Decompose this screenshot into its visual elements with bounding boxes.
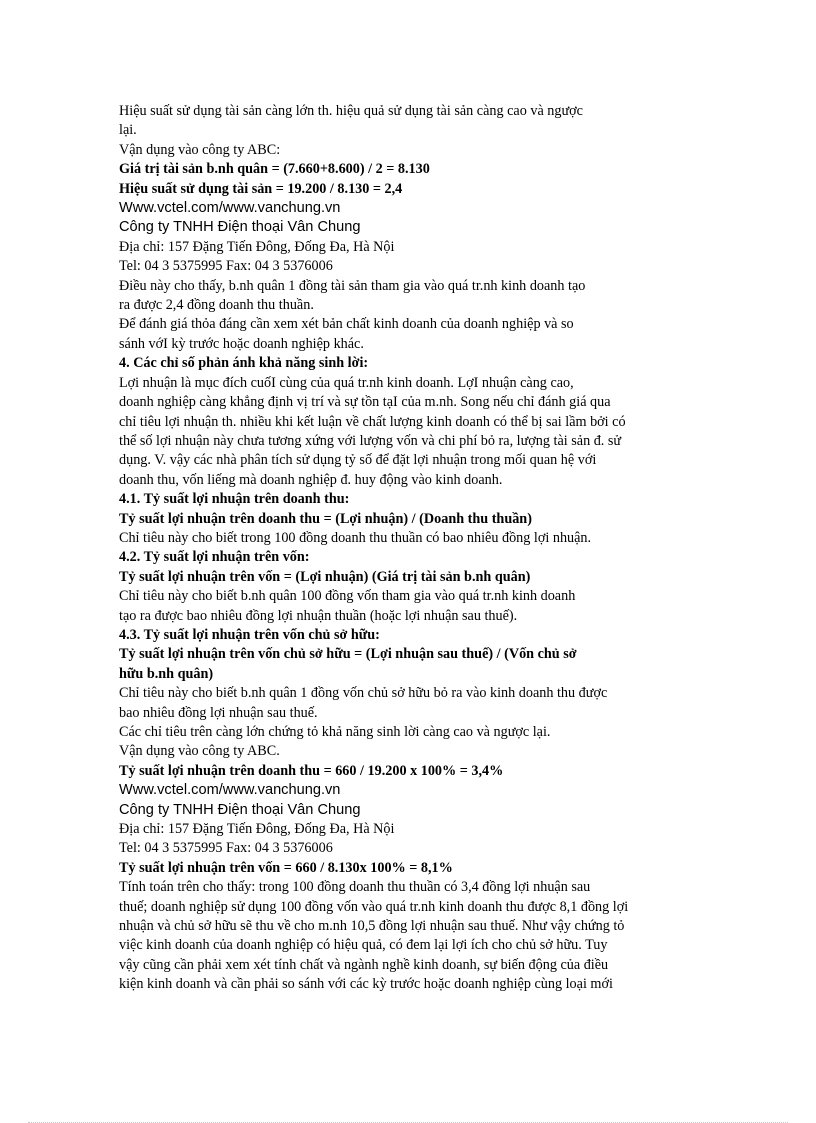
header-text-line: Công ty TNHH Điện thoại Vân Chung bbox=[119, 219, 361, 236]
bold-text-line: Hiệu suất sử dụng tài sản = 19.200 / 8.130 = 2,4 bbox=[119, 180, 403, 197]
text-line: dụng. V. vậy các nhà phân tích sử dụng tỷ số để đặt lợi nhuận trong mối quan hệ với bbox=[119, 452, 597, 469]
header-text-line: Www.vctel.com/www.vanchung.vn bbox=[119, 200, 341, 217]
text-line: doanh nghiệp càng khẳng định vị trí và sự tồn tạI của m.nh. Song nếu chỉ đánh giá qua bbox=[119, 394, 611, 411]
header-text-line: Công ty TNHH Điện thoại Vân Chung bbox=[119, 801, 361, 818]
document-body bbox=[119, 102, 719, 995]
text-line: Các chỉ tiêu trên càng lớn chứng tỏ khả năng sinh lời càng cao và ngược lại. bbox=[119, 724, 551, 740]
text-line: việc kinh doanh của doanh nghiệp có hiệu quả, có đem lại lợi ích cho chủ sở hữu. Tuy bbox=[119, 937, 608, 954]
text-line: Để đánh giá thỏa đáng cần xem xét bản chất kinh doanh của doanh nghiệp và so bbox=[119, 316, 574, 333]
text-line: Tính toán trên cho thấy: trong 100 đồng doanh thu thuần có 3,4 đồng lợi nhuận sau bbox=[119, 879, 591, 896]
bold-text-line: Tỷ suất lợi nhuận trên vốn = (Lợi nhuận) (Giá trị tài sản b.nh quân) bbox=[119, 568, 531, 585]
text-line: Chỉ tiêu này cho biết b.nh quân 100 đồng vốn tham gia vào quá tr.nh kinh doanh bbox=[119, 588, 576, 605]
text-line: Tel: 04 3 5375995 Fax: 04 3 5376006 bbox=[119, 258, 333, 275]
text-line: thể số lợi nhuận này chưa tương xứng với lượng vốn và chi phí bỏ ra, lượng tài sản đ. sử bbox=[119, 432, 622, 449]
text-line: Vận dụng vào công ty ABC: bbox=[119, 141, 281, 158]
text-line: lại. bbox=[119, 122, 137, 139]
text-line: Vận dụng vào công ty ABC. bbox=[119, 743, 280, 760]
text-line: bao nhiêu đồng lợi nhuận sau thuế. bbox=[119, 704, 318, 721]
bold-text-line: 4.3. Tỷ suất lợi nhuận trên vốn chủ sở hữu: bbox=[119, 626, 380, 643]
text-line: vậy cũng cần phải xem xét tính chất và ngành nghề kinh doanh, sự biến động của điều bbox=[119, 956, 609, 973]
bold-text-line: Tỷ suất lợi nhuận trên vốn = 660 / 8.130x 100% = 8,1% bbox=[119, 859, 453, 876]
text-line: nhuận và chủ sở hữu sẽ thu về cho m.nh 10,5 đồng lợi nhuận sau thuế. Như vậy chứng tỏ bbox=[119, 918, 625, 935]
text-line: kiện kinh doanh và cần phải so sánh với các kỳ trước hoặc doanh nghiệp cùng loại mới bbox=[119, 976, 613, 993]
bold-text-line: 4.1. Tỷ suất lợi nhuận trên doanh thu: bbox=[119, 491, 350, 508]
bold-text-line: Tỷ suất lợi nhuận trên doanh thu = (Lợi nhuận) / (Doanh thu thuần) bbox=[119, 510, 532, 527]
text-line: Địa chỉ: 157 Đặng Tiến Đông, Đống Đa, Hà Nội bbox=[119, 821, 395, 838]
text-line: doanh thu, vốn liếng mà doanh nghiệp đ. huy động vào kinh doanh. bbox=[119, 471, 503, 488]
text-line: Địa chỉ: 157 Đặng Tiến Đông, Đống Đa, Hà Nội bbox=[119, 238, 395, 255]
text-line: Chỉ tiêu này cho biết trong 100 đồng doanh thu thuần có bao nhiêu đồng lợi nhuận. bbox=[119, 529, 592, 546]
bold-text-line: hữu b.nh quân) bbox=[119, 665, 214, 682]
bold-text-line: 4.2. Tỷ suất lợi nhuận trên vốn: bbox=[119, 549, 310, 566]
text-line: chỉ tiêu lợi nhuận th. nhiều khi kết luận về chất lượng kinh doanh có thể bị sai lầm bởi có bbox=[119, 413, 626, 430]
text-line: Hiệu suất sử dụng tài sản càng lớn th. hiệu quả sử dụng tài sản càng cao và ngược bbox=[119, 103, 583, 119]
header-text-line: Www.vctel.com/www.vanchung.vn bbox=[119, 782, 341, 799]
text-line: Lợi nhuận là mục đích cuốI cùng của quá tr.nh kinh doanh. LợI nhuận càng cao, bbox=[119, 374, 574, 391]
text-line: thuế; doanh nghiệp sử dụng 100 đồng vốn vào quá tr.nh kinh doanh thu được 8,1 đồng lợi bbox=[119, 898, 629, 915]
text-line: Điều này cho thấy, b.nh quân 1 đồng tài sản tham gia vào quá tr.nh kinh doanh tạo bbox=[119, 277, 586, 294]
bold-text-line: Giá trị tài sản b.nh quân = (7.660+8.600) / 2 = 8.130 bbox=[119, 161, 430, 178]
text-line: tạo ra được bao nhiêu đồng lợi nhuận thuần (hoặc lợi nhuận sau thuế). bbox=[119, 607, 518, 624]
bold-text-line: 4. Các chỉ số phản ánh khả năng sinh lời: bbox=[119, 355, 369, 372]
text-line: sánh vớI kỳ trước hoặc doanh nghiệp khác. bbox=[119, 335, 364, 352]
text-line: Tel: 04 3 5375995 Fax: 04 3 5376006 bbox=[119, 840, 333, 857]
text-line: ra được 2,4 đồng doanh thu thuần. bbox=[119, 297, 314, 314]
bold-text-line: Tỷ suất lợi nhuận trên doanh thu = 660 / 19.200 x 100% = 3,4% bbox=[119, 762, 504, 779]
bold-text-line: Tỷ suất lợi nhuận trên vốn chủ sở hữu = (Lợi nhuận sau thuế) / (Vốn chủ sở bbox=[119, 646, 577, 663]
text-line: Chỉ tiêu này cho biết b.nh quân 1 đồng vốn chủ sở hữu bỏ ra vào kinh doanh thu được bbox=[119, 685, 608, 702]
